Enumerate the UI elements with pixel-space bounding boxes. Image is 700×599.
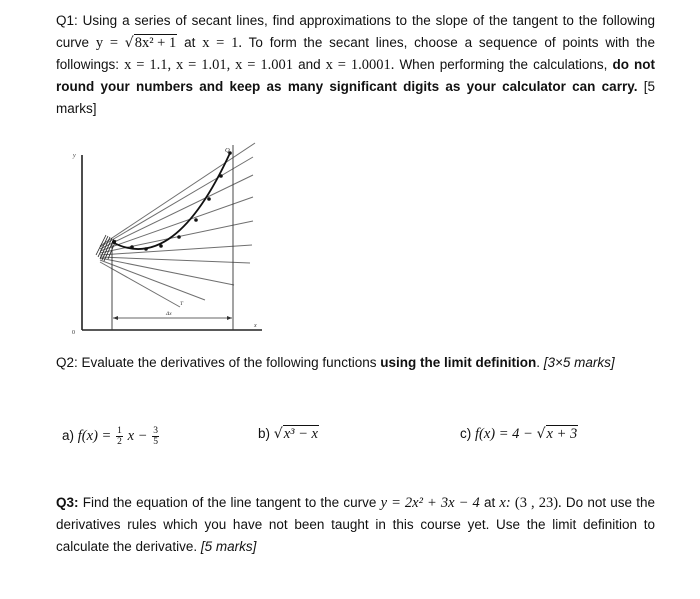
q3-at: at	[483, 495, 496, 510]
q2-part-b	[258, 426, 319, 443]
part-a-mid: x −	[127, 428, 148, 445]
arrow-left-icon	[113, 316, 118, 320]
question-1	[56, 10, 655, 120]
q1-at: at	[184, 35, 196, 50]
q3-text-2: Do not use the derivatives rules which you have not been taught in this course yet. Use the limit definition to calculate the derivative.	[56, 495, 656, 554]
delta-x-label: Δx	[166, 311, 172, 317]
q1-curve-equation	[96, 35, 177, 51]
part-a-lhs: f(x) =	[77, 428, 112, 445]
sqrt-icon: √	[273, 426, 283, 442]
curve-point	[130, 245, 134, 249]
frac2-numerator: 3	[153, 426, 158, 436]
secant-line	[100, 221, 253, 253]
q2-bold: using the limit definition	[380, 355, 537, 370]
q2-period: .	[536, 355, 540, 370]
secant-line	[100, 197, 253, 251]
frac1-numerator: 1	[117, 426, 122, 436]
part-a-fraction-2	[152, 426, 159, 447]
point-p	[112, 240, 116, 244]
curve-point	[219, 174, 223, 178]
q1-radicand: 8x² + 1	[134, 35, 177, 51]
part-c-label: c)	[460, 426, 472, 441]
part-b-label: b)	[258, 426, 271, 441]
part-b-radicand: x³ − x	[283, 426, 318, 442]
q1-and: and	[298, 57, 321, 72]
sqrt-icon: √	[536, 426, 546, 442]
q3-x-var: x:	[499, 495, 511, 511]
x-axis-label: x	[254, 323, 257, 329]
q3-marks: [5 marks]	[200, 539, 257, 554]
q1-text-1: Using a series of secant lines, find approximations to the slope of the tangent to the following curve	[56, 13, 655, 50]
q2-label: Q2:	[56, 355, 78, 370]
q1-marks: [5 marks]	[56, 79, 655, 116]
curve-point	[194, 218, 198, 222]
q1-sqrt	[125, 32, 177, 54]
q1-text-3: When performing the calculations,	[399, 57, 608, 72]
part-b-sqrt	[274, 426, 319, 443]
curve-point	[207, 197, 211, 201]
part-c-sqrt	[537, 426, 579, 443]
question-3	[56, 492, 655, 558]
secant-lines	[100, 143, 255, 307]
q2-text: Evaluate the derivatives of the following functions	[81, 355, 377, 370]
q1-x-point: x = 1.	[202, 35, 242, 51]
secant-line	[100, 143, 255, 246]
sqrt-icon: √	[124, 35, 134, 51]
part-a-label: a)	[62, 428, 75, 444]
q3-equation: y = 2x² + 3x − 4	[380, 495, 480, 511]
part-c-radicand: x + 3	[546, 426, 578, 442]
point-q-label: Q	[225, 147, 230, 154]
curve-point	[144, 247, 148, 251]
q2-part-a	[62, 426, 160, 447]
q1-last-point: x = 1.0001.	[325, 57, 395, 73]
secant-lines-figure	[62, 135, 272, 345]
secant-line	[100, 175, 253, 249]
q3-text-1: Find the equation of the line tangent to the curve	[82, 495, 377, 510]
q1-eq-prefix: y =	[95, 35, 119, 51]
fan-label: T	[180, 301, 184, 307]
frac2-denominator: 5	[153, 437, 158, 447]
secant-line	[100, 260, 205, 300]
question-2	[56, 352, 655, 374]
q1-bold-note: do not round your numbers and keep as many significant digits as your calculator can carry.	[56, 57, 655, 94]
part-c-lhs: f(x) = 4 −	[475, 426, 533, 442]
q3-label: Q3:	[56, 495, 79, 510]
q2-part-c	[460, 426, 578, 443]
q1-text-2: To form the secant lines, choose a sequence of points with the followings:	[56, 35, 655, 72]
curve-point	[177, 235, 181, 239]
part-a-fraction-1	[116, 426, 123, 447]
frac1-denominator: 2	[117, 437, 122, 447]
q3-point: (3 , 23).	[514, 495, 562, 511]
origin-label: 0	[72, 330, 75, 336]
q1-points: x = 1.1, x = 1.01, x = 1.001	[124, 57, 294, 73]
q2-marks: [3×5 marks]	[543, 355, 615, 370]
arrow-right-icon	[227, 316, 232, 320]
curve-point	[159, 244, 163, 248]
q1-label: Q1:	[56, 13, 78, 28]
y-axis-label: y	[73, 153, 76, 159]
